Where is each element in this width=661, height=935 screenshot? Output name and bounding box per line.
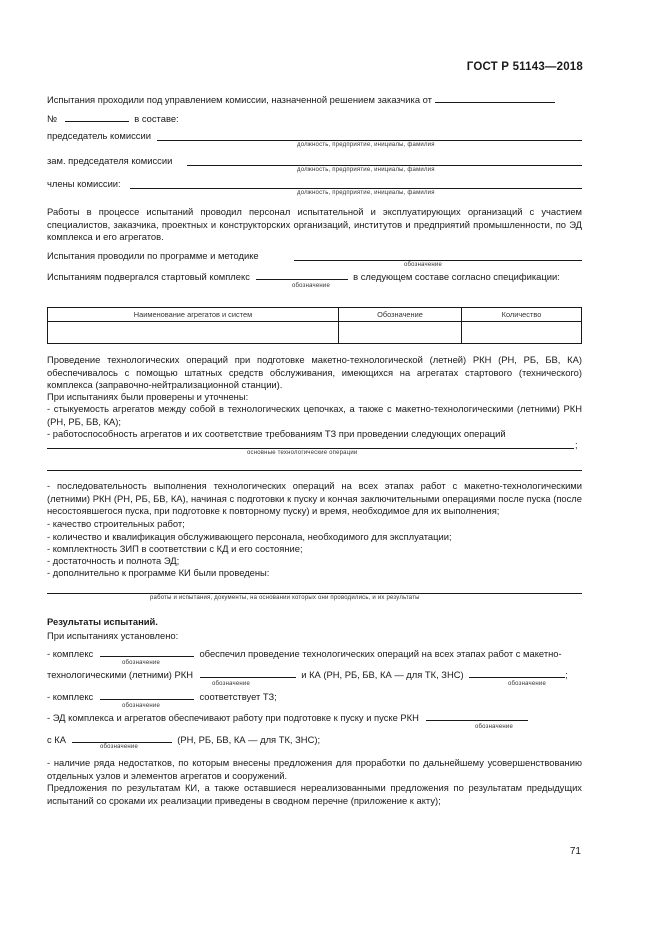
additional-works-field[interactable] [47, 593, 582, 594]
operations-field-2[interactable] [47, 470, 582, 471]
complex-after-label: в следующем составе согласно спецификации: [353, 271, 560, 282]
chair-label: председатель комиссии [47, 130, 151, 141]
result-ka-label: с КА [47, 734, 67, 745]
standard-header: ГОСТ Р 51143—2018 [466, 61, 583, 73]
personnel-paragraph: Работы в процессе испытаний проводил персонал испытательной и эксплуатирующих организаций с участием специалистов, заказчика, проектных и конструкторских организаций, институтов и предприятий промышленности, по ЭД комплекса и его агрегатов. [47, 206, 582, 243]
established-label: При испытаниях установлено: [47, 630, 179, 641]
result-ka-line [47, 733, 320, 746]
commission-number-line [47, 112, 179, 125]
result-ed-text: - ЭД комплекса и агрегатов обеспечивают работу при подготовке к пуску и пуске РКН [47, 712, 419, 723]
result-ka-suffix: (РН, РБ, БВ, КА — для ТК, ЗНС); [177, 734, 321, 745]
chair-field[interactable] [157, 140, 582, 141]
deputy-label: зам. председателя комиссии [47, 155, 173, 166]
bullet-spare-parts: - комплектность ЗИП в соответствии с КД и его состояние; [47, 543, 303, 554]
cell-designation[interactable] [339, 322, 462, 344]
table-row [48, 322, 582, 344]
complex-designation-field[interactable] [256, 270, 348, 280]
members-field[interactable] [130, 188, 582, 189]
result-complex-label: - комплекс [47, 648, 94, 659]
bullet-operability: - работоспособность агрегатов и их соответствие требованиям ТЗ при проведении следующих операций [47, 428, 506, 439]
ed-rkn-field[interactable] [426, 711, 528, 721]
number-sign: № [47, 113, 58, 124]
result-complex-tz-text: соответствует ТЗ; [199, 691, 277, 702]
bullet-sequence: - последовательность выполнения технологических операций на всех этапах работ с макетно-технологическими (летними) РКН (РН, РБ, БВ, КА), начиная с подготовки к пуску и кончая заключительными операциями после пуска (после несостоявшегося пуска, при подготовке к повторному пуску) и время, необходимое для их выполнения; [47, 480, 582, 517]
ka-field-caption: обозначение [100, 744, 138, 750]
composition-label: в составе: [134, 113, 179, 124]
result-complex-tz [47, 690, 277, 703]
page-number: 71 [569, 846, 581, 857]
checked-label: При испытаниях были проверены и уточнены: [47, 391, 249, 402]
results-heading: Результаты испытаний. [47, 616, 158, 627]
members-caption: должность, предприятие, инициалы, фамилия [297, 190, 435, 196]
chair-caption: должность, предприятие, инициалы, фамилия [297, 142, 435, 148]
bullet-docking: - стыкуемость агрегатов между собой в технологических цепочках, а также с макетно-технологическими (летними) РКН (РН, РБ, БВ, КА); [47, 403, 582, 427]
members-label: члены комиссии: [47, 178, 121, 189]
table-header-row [48, 308, 582, 322]
result-tech-semicolon: ; [565, 669, 568, 680]
specification-table [47, 307, 582, 344]
program-field[interactable] [294, 260, 582, 261]
ed-rkn-caption: обозначение [475, 724, 513, 730]
result-ka-text: и КА (РН, РБ, БВ, КА — для ТК, ЗНС) [301, 669, 464, 680]
complex-ops-caption: обозначение [122, 660, 160, 666]
complex-caption: обозначение [292, 283, 330, 289]
complex-ops-field[interactable] [100, 647, 194, 657]
result-deficiencies: - наличие ряда недостатков, по которым внесены предложения для проработки по дальнейшему усовершенствованию отдельных узлов и элементов агрегатов и сооружений. [47, 757, 582, 781]
result-complex-ops-text: обеспечил проведение технологических операций на всех этапах работ с макетно- [199, 648, 562, 659]
bullet-documentation: - достаточность и полнота ЭД; [47, 555, 180, 566]
result-complex-tz-label: - комплекс [47, 691, 94, 702]
operations-caption: основные технологические операции [247, 450, 358, 456]
column-header-designation: Обозначение [339, 308, 462, 322]
complex-tz-field[interactable] [100, 690, 194, 700]
deputy-caption: должность, предприятие, инициалы, фамилия [297, 167, 435, 173]
program-label: Испытания проводили по программе и методике [47, 250, 259, 261]
column-header-name: Наименование агрегатов и систем [48, 308, 339, 322]
decision-date-field[interactable] [435, 93, 555, 103]
rkn-designation-field[interactable] [200, 668, 296, 678]
operations-semicolon: ; [575, 439, 578, 450]
complex-tz-caption: обозначение [122, 703, 160, 709]
commission-intro-text: Испытания проходили под управлением комиссии, назначенной решением заказчика от [47, 94, 432, 105]
decision-number-field[interactable] [65, 112, 129, 122]
cell-name[interactable] [48, 322, 339, 344]
column-header-quantity: Количество [462, 308, 582, 322]
bullet-construction: - качество строительных работ; [47, 518, 185, 529]
result-tech-line [47, 668, 568, 681]
operations-paragraph: Проведение технологических операций при подготовке макетно-технологической (летней) РКН (РН, РБ, БВ, КА) обеспечивалось с помощью штатных средств обслуживания, имеющихся на агрегатах стартового (технического) комплекса (заправочно-нейтрализационной станции). [47, 354, 582, 391]
result-complex-ops [47, 647, 562, 660]
result-proposals: Предложения по результатам КИ, а также оставшиеся нереализованными предложения по результатам предыдущих испытаний со сроками их реализации приведены в сводном перечне (приложение к акту); [47, 782, 582, 806]
bullet-personnel: - количество и квалификация обслуживающего персонала, необходимого для эксплуатации; [47, 531, 452, 542]
cell-quantity[interactable] [462, 322, 582, 344]
additional-caption: работы и испытания, документы, на основании которых они проводились, и их результаты [150, 595, 420, 601]
rkn-caption: обозначение [212, 681, 250, 687]
ka-field[interactable] [72, 733, 172, 743]
result-ed-line [47, 711, 528, 724]
result-tech-text: технологическими (летними) РКН [47, 669, 194, 680]
bullet-additional: - дополнительно к программе КИ были проведены: [47, 567, 270, 578]
ka-designation-field[interactable] [469, 668, 565, 678]
ka-caption: обозначение [508, 681, 546, 687]
commission-intro-line [47, 93, 555, 106]
complex-label: Испытаниям подвергался стартовый комплекс [47, 271, 250, 282]
program-caption: обозначение [404, 262, 442, 268]
operations-field[interactable] [47, 448, 574, 449]
complex-line [47, 270, 560, 283]
deputy-field[interactable] [187, 165, 582, 166]
